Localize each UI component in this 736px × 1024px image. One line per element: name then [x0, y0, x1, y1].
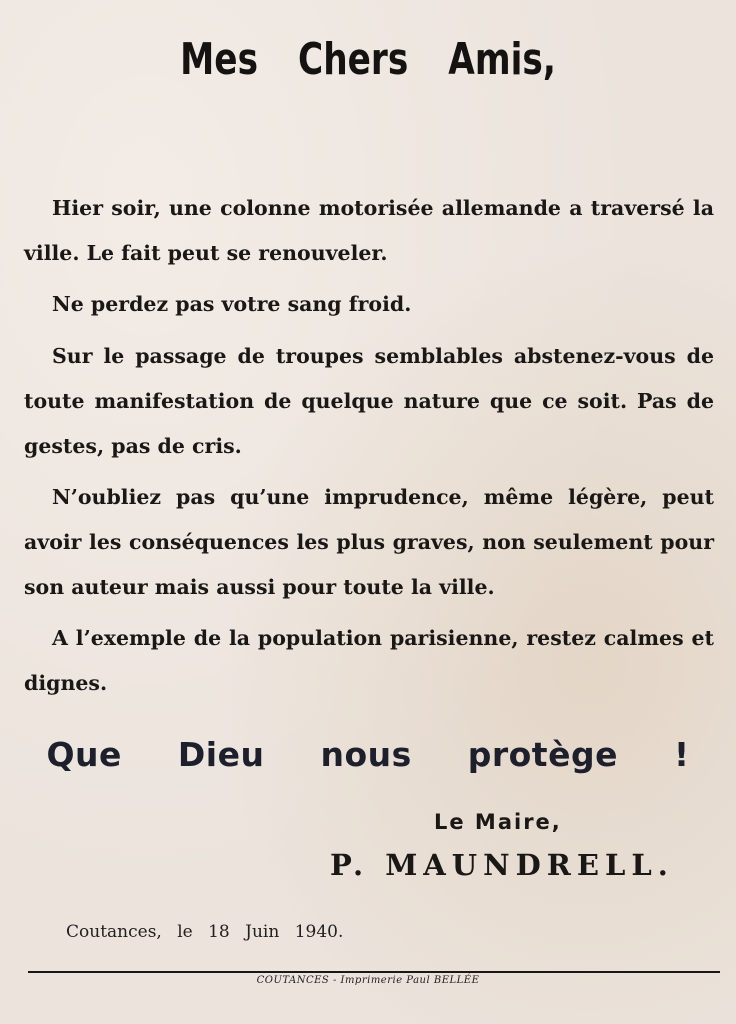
signature-title: Le Maire, [434, 810, 562, 834]
place-and-date: Coutances, le 18 Juin 1940. [66, 922, 344, 942]
paragraph-2-text: Ne perdez pas votre sang froid. [52, 292, 412, 316]
paragraph-5-text: A l’exemple de la population parisienne, restez calmes et dignes. [24, 626, 714, 695]
paragraph-3-text: Sur le passage de troupes semblables abstenez-vous de toute manifestation de quelque nature que ce soit. Pas de gestes, pas de cris. [24, 344, 714, 458]
paragraph-1 [24, 186, 714, 276]
footer-rule [28, 971, 720, 973]
poster-title: Mes Chers Amis, [180, 34, 556, 85]
paragraph-2 [24, 282, 714, 327]
paragraph-1-text: Hier soir, une colonne motorisée allemande a traversé la ville. Le fait peut se renouveler. [24, 196, 714, 265]
paragraph-4-text: N’oubliez pas qu’une imprudence, même légère, peut avoir les conséquences les plus graves, non seulement pour son auteur mais aussi pour toute la ville. [24, 485, 714, 599]
paragraph-4 [24, 475, 714, 610]
blessing-line: Que Dieu nous protège ! [46, 735, 690, 774]
paragraph-3 [24, 334, 714, 469]
signature-name: P. MAUNDRELL. [330, 848, 674, 882]
printer-credit: COUTANCES - Imprimerie Paul BELLÉE [256, 975, 480, 986]
paragraph-5 [24, 616, 714, 706]
